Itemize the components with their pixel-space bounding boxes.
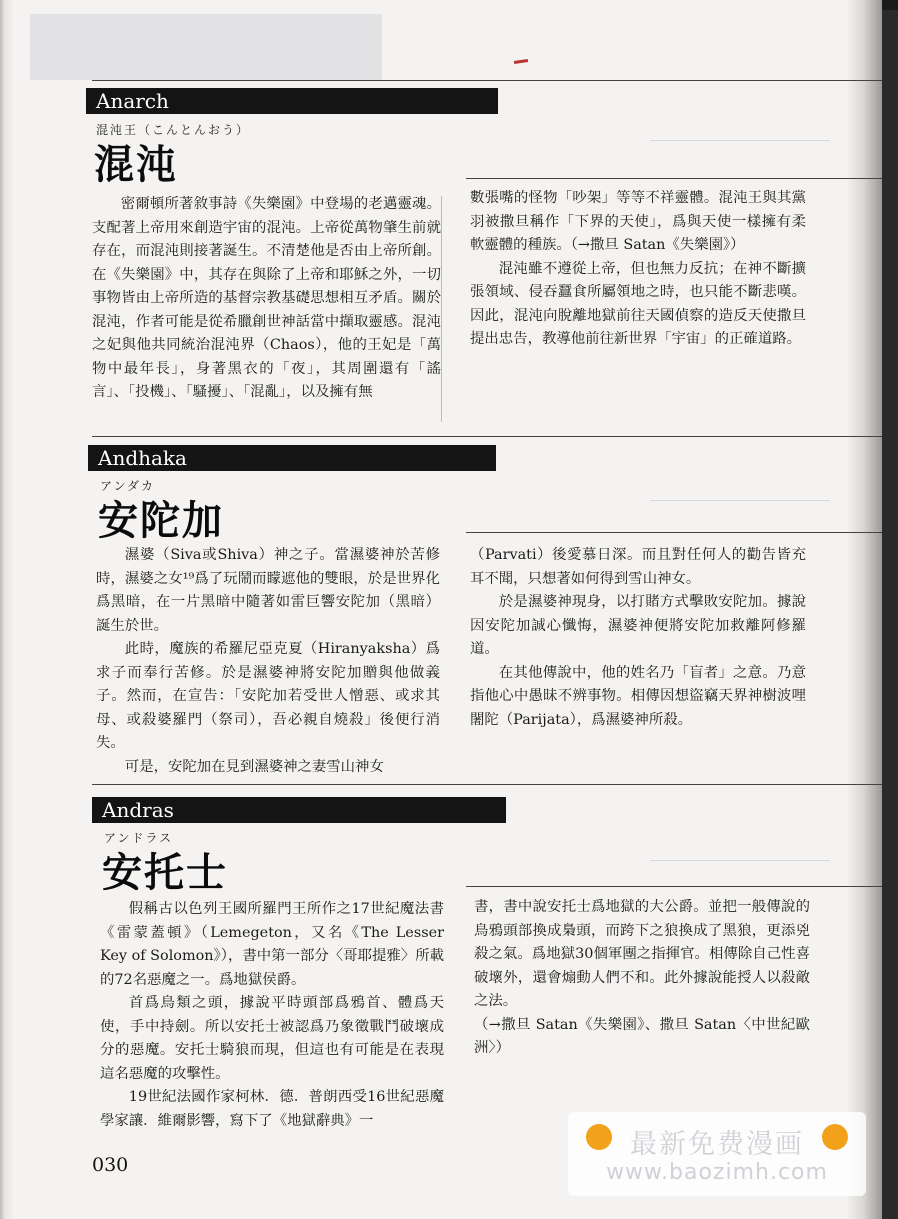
section-rule-top	[92, 80, 882, 81]
bleed-rule	[650, 860, 830, 861]
paragraph: 密爾頓所著敘事詩《失樂園》中登場的老邁靈魂。支配著上帝用來創造宇宙的混沌。上帝從萬物肇生前就存在，而混沌則接著誕生。不清楚他是否由上帝所創。在《失樂園》中，其存在與除了上帝和耶穌之外，一切事物皆由上帝所造的基督宗教基礎思想相互矛盾。關於混沌，作者可能是從希臘創世神話當中擷取靈感。混沌之妃與他共同統治混沌界（Chaos），他的王妃是「萬物中最年長」，身著黑衣的「夜」，其周圍還有「謠言」、「投機」、「騷擾」、「混亂」，以及擁有無	[92, 196, 441, 400]
entry-title-bar: Anarch	[86, 88, 498, 114]
entry-reading: アンダカ	[100, 479, 156, 493]
paragraph: 數張嘴的怪物「吵架」等等不祥靈體。混沌王與其黨羽被撒旦稱作「下界的天使」，爲與天使一樣擁有柔軟靈體的種族。（→撒旦 Satan《失樂園》）	[470, 190, 806, 253]
page-gutter-shadow	[848, 0, 882, 1219]
entry-reading: アンドラス	[104, 831, 174, 845]
paragraph: 濕婆（Siva或Shiva）神之子。當濕婆神於苦修時，濕婆之女¹⁹爲了玩鬧而矇遮他的雙眼，於是世界化爲黑暗，在一片黑暗中隨著如雷巨響安陀加（黑暗）誕生於世。	[96, 547, 440, 634]
entry-text-right	[474, 896, 810, 1061]
section-rule	[466, 532, 882, 533]
entry-reading: 混沌王（こんとんおう）	[96, 123, 251, 137]
paragraph: 假稱古以色列王國所羅門王所作之17世紀魔法書《雷蒙蓋頓》（Lemegeton，又名《The Lesser Key of Solomon》），書中第一部分〈哥耶提雅〉所載的72名惡魔之一。爲地獄侯爵。	[100, 901, 444, 988]
entry-heading: 安陀加	[98, 498, 224, 544]
entry-text-left	[100, 898, 444, 1133]
show-through-block	[30, 14, 382, 80]
paragraph: 在其他傳說中，他的姓名乃「盲者」之意。乃意指他心中愚昧不辨事物。相傳因想盜竊天界神樹波哩闍陀（Parijata），爲濕婆神所殺。	[470, 664, 806, 728]
bleed-rule	[650, 500, 830, 501]
paragraph: 於是濕婆神現身，以打賭方式擊敗安陀加。據說因安陀加誠心懺悔，濕婆神便將安陀加救離阿修羅道。	[470, 594, 806, 657]
watermark-title: 最新免费漫画	[630, 1129, 804, 1160]
paragraph: 可是，安陀加在見到濕婆神之妻雪山神女	[124, 758, 384, 775]
entry-text-left	[96, 544, 440, 779]
paragraph: （Parvati）後愛慕日深。而且對任何人的勸告皆充耳不聞，只想著如何得到雪山神女。	[470, 547, 806, 587]
column-divider	[441, 196, 442, 422]
paragraph: 混沌雖不遵從上帝，但也無力反抗；在神不斷擴張領域、侵吞蠶食所屬領地之時，也只能不斷悲嘆。因此，混沌向脫離地獄前往天國偵察的造反天使撒旦提出忠告，教導他前往新世界「宇宙」的正確道路。	[470, 260, 806, 347]
entry-title-bar: Andras	[92, 797, 506, 823]
bleed-rule	[650, 140, 830, 141]
paragraph: 19世紀法國作家柯林．德．普朗西受16世紀惡魔學家讓．維爾影響，寫下了《地獄辭典》一	[100, 1089, 444, 1129]
section-rule-top	[92, 436, 882, 437]
page-stack-edge	[0, 0, 14, 1219]
entry-heading: 混沌	[94, 142, 178, 188]
red-mark	[514, 59, 528, 64]
page-number: 030	[92, 1154, 129, 1176]
entry-heading: 安托士	[102, 850, 228, 896]
entry-text-left	[92, 193, 441, 405]
entry-text-right	[470, 187, 806, 352]
section-rule	[466, 886, 882, 887]
watermark-url: www.baozimh.com	[606, 1160, 828, 1185]
section-rule	[466, 178, 882, 179]
entry-text-right	[470, 544, 806, 732]
paragraph: （→撒旦 Satan《失樂園》、撒旦 Satan〈中世紀歐洲〉）	[474, 1016, 810, 1056]
paragraph: 此時，魔族的希羅尼亞克夏（Hiranyaksha）爲求子而奉行苦修。於是濕婆神將安陀加贈與他做義子。然而，在宣告：「安陀加若受世人憎惡、或求其母、或殺婆羅門（祭司），吾必親自燒殺」後便行消失。	[96, 641, 440, 751]
paragraph: 書，書中說安托士爲地獄的大公爵。並把一般傳說的鳥鴉頭部換成梟頭，而跨下之狼換成了黑狼，更添兇殺之氣。爲地獄30個軍團之指揮官。相傳除自己性喜破壞外，還會煽動人們不和。此外據說能授人以殺敵之法。	[474, 899, 810, 1009]
section-rule-top	[92, 784, 882, 785]
watermark	[568, 1112, 866, 1196]
entry-title-bar: Andhaka	[88, 445, 496, 471]
paragraph: 首爲鳥類之頭，據說平時頭部爲鴉首、體爲天使，手中持劍。所以安托士被認爲乃象徵戰鬥破壞成分的惡魔。安托士騎狼而現，但這也有可能是在表現這名惡魔的攻擊性。	[100, 995, 444, 1082]
